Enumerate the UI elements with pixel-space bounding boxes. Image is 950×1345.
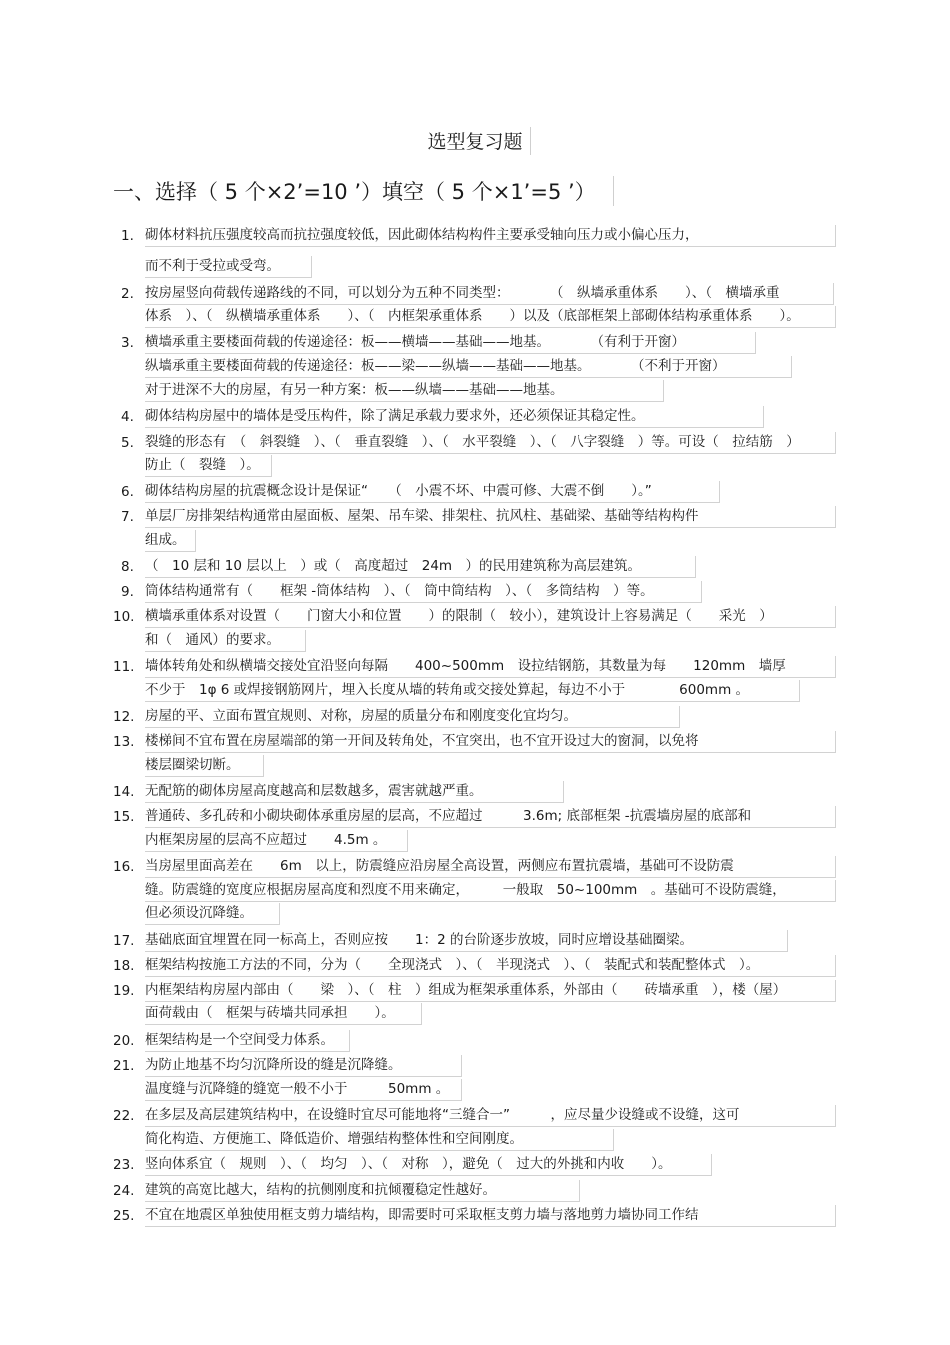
question-continuation-line: 和（ 通风）的要求。 xyxy=(145,630,306,652)
question-continuation-line: 组成。 xyxy=(145,530,196,552)
question-number: 25. xyxy=(113,1208,135,1224)
question-continuation-line: 简化构造、方便施工、降低造价、增强结构整体性和空间刚度。 xyxy=(145,1129,614,1151)
question-continuation-line: 纵墙承重主要楼面荷载的传递途径：板——梁——纵墙——基础——地基。 （不利于开窗） xyxy=(145,356,792,378)
question-line: 不宜在地震区单独使用框支剪力墙结构，即需要时可采取框支剪力墙与落地剪力墙协同工作结 xyxy=(145,1205,836,1227)
question-line: 砌体材料抗压强度较高而抗拉强度较低，因此砌体结构构件主要承受轴向压力或小偏心压力， xyxy=(145,225,836,247)
question-line: 房屋的平、立面布置宜规则、对称，房屋的质量分布和刚度变化宜均匀。 xyxy=(145,706,680,728)
question-line: 框架结构是一个空间受力体系。 xyxy=(145,1030,350,1052)
question-number: 21. xyxy=(113,1058,135,1074)
question-number: 5. xyxy=(121,435,134,451)
question-number: 4. xyxy=(121,409,134,425)
question-continuation-line: 缝。防震缝的宽度应根据房屋高度和烈度不用来确定， 一般取 50~100mm 。基础可不设防震缝， xyxy=(145,880,836,902)
question-line: 裂缝的形态有 （ 斜裂缝 ）、（ 垂直裂缝 ）、（ 水平裂缝 ）、（ 八字裂缝 ）等。可设（ 拉结筋 ） xyxy=(145,432,836,454)
question-line: 楼梯间不宜布置在房屋端部的第一开间及转角处，不宜突出，也不宜开设过大的窗洞，以免将 xyxy=(145,731,836,753)
question-continuation-line: 而不利于受拉或受弯。 xyxy=(145,256,312,278)
question-line: 基础底面宜埋置在同一标高上，否则应按 1：2 的台阶逐步放坡，同时应增设基础圈梁。 xyxy=(145,930,788,952)
question-line: 在多层及高层建筑结构中，在设缝时宜尽可能地将“三缝合一” ，应尽量少设缝或不设缝，这可 xyxy=(145,1105,836,1127)
question-number: 15. xyxy=(113,809,135,825)
question-number: 13. xyxy=(113,734,135,750)
question-line: 建筑的高宽比越大，结构的抗侧刚度和抗倾覆稳定性越好。 xyxy=(145,1180,580,1202)
question-continuation-line: 对于进深不大的房屋，有另一种方案：板——纵墙——基础——地基。 xyxy=(145,380,664,402)
question-number: 2. xyxy=(121,286,134,302)
question-number: 10. xyxy=(113,609,135,625)
question-number: 16. xyxy=(113,859,135,875)
question-continuation-line: 不少于 1φ 6 或焊接钢筋网片，埋入长度从墙的转角或交接处算起，每边不小于 600mm 。 xyxy=(145,680,800,702)
question-number: 17. xyxy=(113,933,135,949)
question-number: 12. xyxy=(113,709,135,725)
question-number: 11. xyxy=(113,659,135,675)
title-text: 选型复习题 xyxy=(427,131,523,153)
question-line: 当房屋里面高差在 6m 以上，防震缝应沿房屋全高设置，两侧应布置抗震墙，基础可不设防震 xyxy=(145,856,836,878)
question-line: 竖向体系宜（ 规则 ）、（ 均匀 ）、（ 对称 ），避免（ 过大的外挑和内收 ）。 xyxy=(145,1154,712,1176)
question-line: 筒体结构通常有（ 框架 -筒体结构 ）、（ 筒中筒结构 ）、（ 多筒结构 ）等。 xyxy=(145,581,702,603)
question-number: 24. xyxy=(113,1183,135,1199)
question-continuation-line: 楼层圈梁切断。 xyxy=(145,755,264,777)
question-line: 横墙承重主要楼面荷载的传递途径：板——横墙——基础——地基。 （有利于开窗） xyxy=(145,332,756,354)
question-continuation-line: 内框架房屋的层高不应超过 4.5m 。 xyxy=(145,830,408,852)
question-line: （ 10 层和 10 层以上 ）或（ 高度超过 24m ）的民用建筑称为高层建筑。 xyxy=(145,556,696,578)
question-line: 内框架结构房屋内部由（ 梁 ）、（ 柱 ）组成为框架承重体系，外部由（ 砖墙承重 ），楼（屋） xyxy=(145,980,836,1002)
question-line: 框架结构按施工方法的不同，分为（ 全现浇式 ）、（ 半现浇式 ）、（ 装配式和装配整体式 ）。 xyxy=(145,955,836,977)
question-line: 无配筋的砌体房屋高度越高和层数越多，震害就越严重。 xyxy=(145,781,564,803)
question-number: 7. xyxy=(121,509,134,525)
question-line: 砌体结构房屋的抗震概念设计是保证“ （ 小震不坏、中震可修、大震不倒 ）。” xyxy=(145,481,720,503)
question-number: 19. xyxy=(113,983,135,999)
page-title xyxy=(0,127,950,154)
question-line: 横墙承重体系对设置（ 门窗大小和位置 ）的限制（ 较小），建筑设计上容易满足（ 采光 ） xyxy=(145,606,836,628)
question-line: 砌体结构房屋中的墙体是受压构件，除了满足承载力要求外，还必须保证其稳定性。 xyxy=(145,406,764,428)
question-number: 6. xyxy=(121,484,134,500)
question-continuation-line: 体系 ）、（ 纵横墙承重体系 ）、（ 内框架承重体系 ）以及（底部框架上部砌体结构承重体系 ）。 xyxy=(145,306,836,328)
question-number: 20. xyxy=(113,1033,135,1049)
question-number: 22. xyxy=(113,1108,135,1124)
question-line: 单层厂房排架结构通常由屋面板、屋架、吊车梁、排架柱、抗风柱、基础梁、基础等结构构件 xyxy=(145,506,836,528)
question-number: 18. xyxy=(113,958,135,974)
question-continuation-line: 温度缝与沉降缝的缝宽一般不小于 50mm 。 xyxy=(145,1079,462,1101)
question-number: 9. xyxy=(121,584,134,600)
title-divider xyxy=(530,127,531,155)
question-number: 23. xyxy=(113,1157,135,1173)
question-line: 普通砖、多孔砖和小砌块砌体承重房屋的层高，不应超过 3.6m; 底部框架 -抗震墙房屋的底部和 xyxy=(145,806,836,828)
question-continuation-line: 防止（ 裂缝 ）。 xyxy=(145,455,272,477)
question-continuation-line: 面荷载由（ 框架与砖墙共同承担 ）。 xyxy=(145,1003,422,1025)
question-line: 为防止地基不均匀沉降所设的缝是沉降缝。 xyxy=(145,1055,462,1077)
question-number: 8. xyxy=(121,559,134,575)
question-line: 墙体转角处和纵横墙交接处宜沿竖向每隔 400~500mm 设拉结钢筋，其数量为每 120mm 墙厚 xyxy=(145,656,836,678)
section-heading: 一、选择（ 5 个×2’=10 ’）填空（ 5 个×1’=5 ’） xyxy=(113,176,614,206)
question-number: 1. xyxy=(121,228,134,244)
question-continuation-line: 但必须设沉降缝。 xyxy=(145,903,280,925)
question-number: 14. xyxy=(113,784,135,800)
question-number: 3. xyxy=(121,335,134,351)
question-line: 按房屋竖向荷载传递路线的不同，可以划分为五种不同类型： （ 纵墙承重体系 ）、（ 横墙承重 xyxy=(145,283,834,305)
